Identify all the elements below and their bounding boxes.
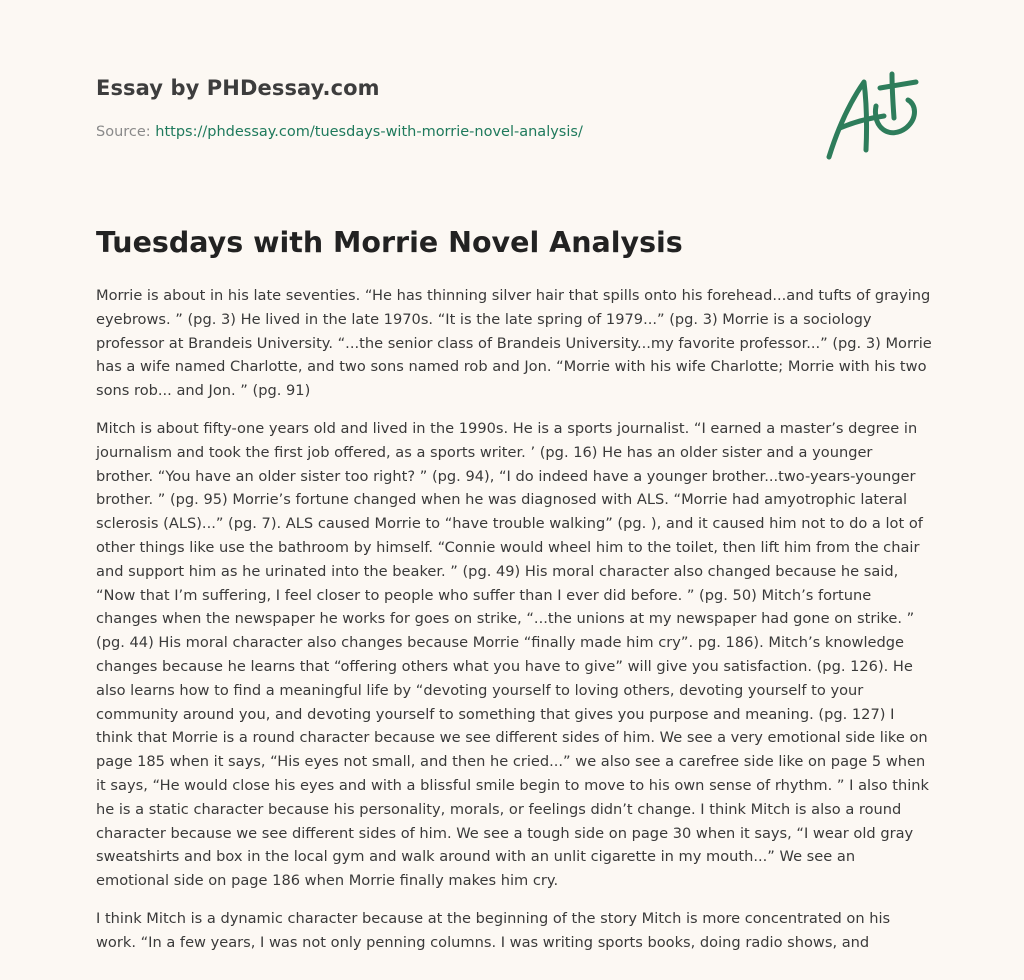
paragraph: Mitch is about fifty-one years old and lived in the 1990s. He is a sports journalist. “I earned a master’s degree in journalism and took the first job offered, as a sports writer. ’ (pg. 16) He has an older sister and a younger brother. “You have an older sister too right? ” (pg. 94), “I do indeed have a younger brother...two-years-younger brother. ” (pg. 95) Morrie’s fortune changed when he was diagnosed with ALS. “Morrie had amyotrophic lateral sclerosis (ALS)...” (pg. 7). ALS caused Morrie to “have trouble walking” (pg. ), and it caused him not to do a lot of other things like use the bathroom by himself. “Connie would wheel him to the toilet, then lift him from the chair and support him as he urinated into the beaker. ” (pg. 49) His moral character also changed because he said, “Now that I’m suffering, I feel closer to people who suffer than I ever did before. ” (pg. 50) Mitch’s fortune changes when the newspaper he works for goes on strike, “...the unions at my newspaper had gone on strike. ” (pg. 44) His moral character also changes because Morrie “finally made him cry”. pg. 186). Mitch’s knowledge changes because he learns that “offering others what you have to give” will give you satisfaction. (pg. 126). He also learns how to find a meaningful life by “devoting yourself to loving others, devoting yourself to your community around you, and devoting yourself to something that gives you purpose and meaning. (pg. 127) I think that Morrie is a round character because we see different sides of him. We see a very emotional side like on page 185 when it says, “His eyes not small, and then he cried...” we also see a carefree side like on page 5 when it says, “He would close his eyes and with a blissful smile begin to move to his own sense of rhythm. ” I also think he is a static character because his personality, morals, or feelings didn’t change. I think Mitch is also a round character because we see different sides of him. We see a tough side on page 30 when it says, “I wear old gray sweatshirts and box in the local gym and walk around with an unlit cigarette in my mouth...” We see an emotional side on page 186 when Morrie finally makes him cry. — [96, 419, 929, 890]
paragraph: Morrie is about in his late seventies. “He has thinning silver hair that spills onto his forehead...and tufts of graying eyebrows. ” (pg. 3) He lived in the late 1970s. “It is the late spring of 1979...” (pg. 3) Morrie is a sociology professor at Brandeis University. “...the senior class of Brandeis University...my favorite professor...” (pg. 3) Morrie has a wife named Charlotte, and two sons named rob and Jon. “Morrie with his wife Charlotte; Morrie with his two sons rob... and Jon. ” (pg. 91) — [96, 287, 932, 400]
source-label: Source: — [96, 124, 156, 140]
essay-body — [96, 284, 932, 969]
site-brand: Essay by PHDessay.com — [96, 76, 380, 100]
paragraph: I think Mitch is a dynamic character because at the beginning of the story Mitch is more concentrated on his work. “In a few years, I was not only penning columns. I was writing sports books, doing radio shows, and — [96, 909, 891, 951]
a-plus-logo-icon — [820, 66, 930, 166]
a-plus-logo — [820, 66, 930, 170]
essay-title: Tuesdays with Morrie Novel Analysis — [96, 226, 683, 259]
source-link[interactable]: https://phdessay.com/tuesdays-with-morrie-novel-analysis/ — [155, 124, 583, 140]
source-line — [96, 124, 583, 140]
